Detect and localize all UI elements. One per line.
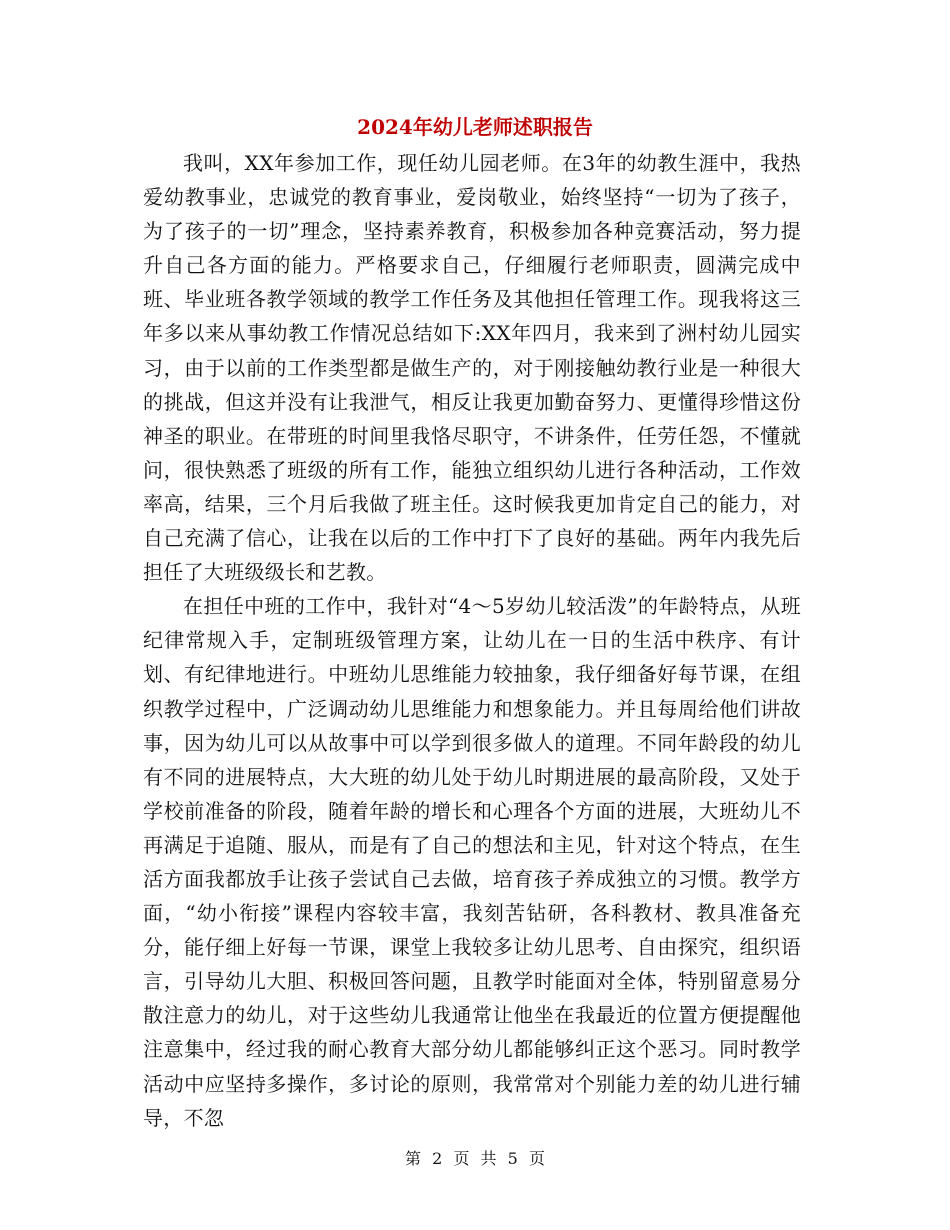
footer-total-prefix: 共 xyxy=(480,1149,497,1168)
document-title: 2024年幼儿老师述职报告 xyxy=(357,115,593,139)
document-body xyxy=(143,146,801,1135)
footer-page-total: 5 xyxy=(507,1149,518,1168)
page-footer xyxy=(0,1148,950,1170)
paragraph-2: 在担任中班的工作中，我针对“4～5岁幼儿较活泼”的年龄特点，从班纪律常规入手，定制班级管理方案，让幼儿在一日的生活中秩序、有计划、有纪律地进行。中班幼儿思维能力较抽象，我仔细备好每节课，在组织教学过程中，广泛调动幼儿思维能力和想象能力。并且每周给他们讲故事，因为幼儿可以从故事中可以学到很多做人的道理。不同年龄段的幼儿有不同的进展特点，大大班的幼儿处于幼儿时期进展的最高阶段，又处于学校前准备的阶段，随着年龄的增长和心理各个方面的进展，大班幼儿不再满足于追随、服从，而是有了自己的想法和主见，针对这个特点，在生活方面我都放手让孩子尝试自己去做，培育孩子养成独立的习惯。教学方面，“幼小衔接”课程内容较丰富，我刻苦钻研，各科教材、教具准备充分，能仔细上好每一节课，课堂上我较多让幼儿思考、自由探究，组织语言，引导幼儿大胆、积极回答问题，且教学时能面对全体，特别留意易分散注意力的幼儿，对于这些幼儿我通常让他坐在我最近的位置方便提醒他注意集中，经过我的耐心教育大部分幼儿都能够纠正这个恶习。同时教学活动中应坚持多操作，多讨论的原则，我常常对个别能力差的幼儿进行辅导，不忽 xyxy=(143,594,801,1130)
footer-total-label: 页 xyxy=(528,1149,545,1168)
footer-page-current: 2 xyxy=(432,1149,443,1168)
paragraph-1: 我叫，XX年参加工作，现任幼儿园老师。在3年的幼教生涯中，我热爱幼教事业，忠诚党的教育事业，爱岗敬业，始终坚持“一切为了孩子，为了孩子的一切”理念，坚持素养教育，积极参加各种竞赛活动，努力提升自己各方面的能力。严格要求自己，仔细履行老师职责，圆满完成中班、毕业班各教学领域的教学工作任务及其他担任管理工作。现我将这三年多以来从事幼教工作情况总结如下:XX年四月，我来到了洲村幼儿园实习，由于以前的工作类型都是做生产的，对于刚接触幼教行业是一种很大的挑战，但这并没有让我泄气，相反让我更加勤奋努力、更懂得珍惜这份神圣的职业。在带班的时间里我恪尽职守，不讲条件，任劳任怨，不懂就问，很快熟悉了班级的所有工作，能独立组织幼儿进行各种活动，工作效率高，结果，三个月后我做了班主任。这时候我更加肯定自己的能力，对自己充满了信心，让我在以后的工作中打下了良好的基础。两年内我先后担任了大班级级长和艺教。 xyxy=(143,151,801,585)
footer-page-label: 页 xyxy=(453,1149,470,1168)
footer-prefix: 第 xyxy=(405,1149,422,1168)
